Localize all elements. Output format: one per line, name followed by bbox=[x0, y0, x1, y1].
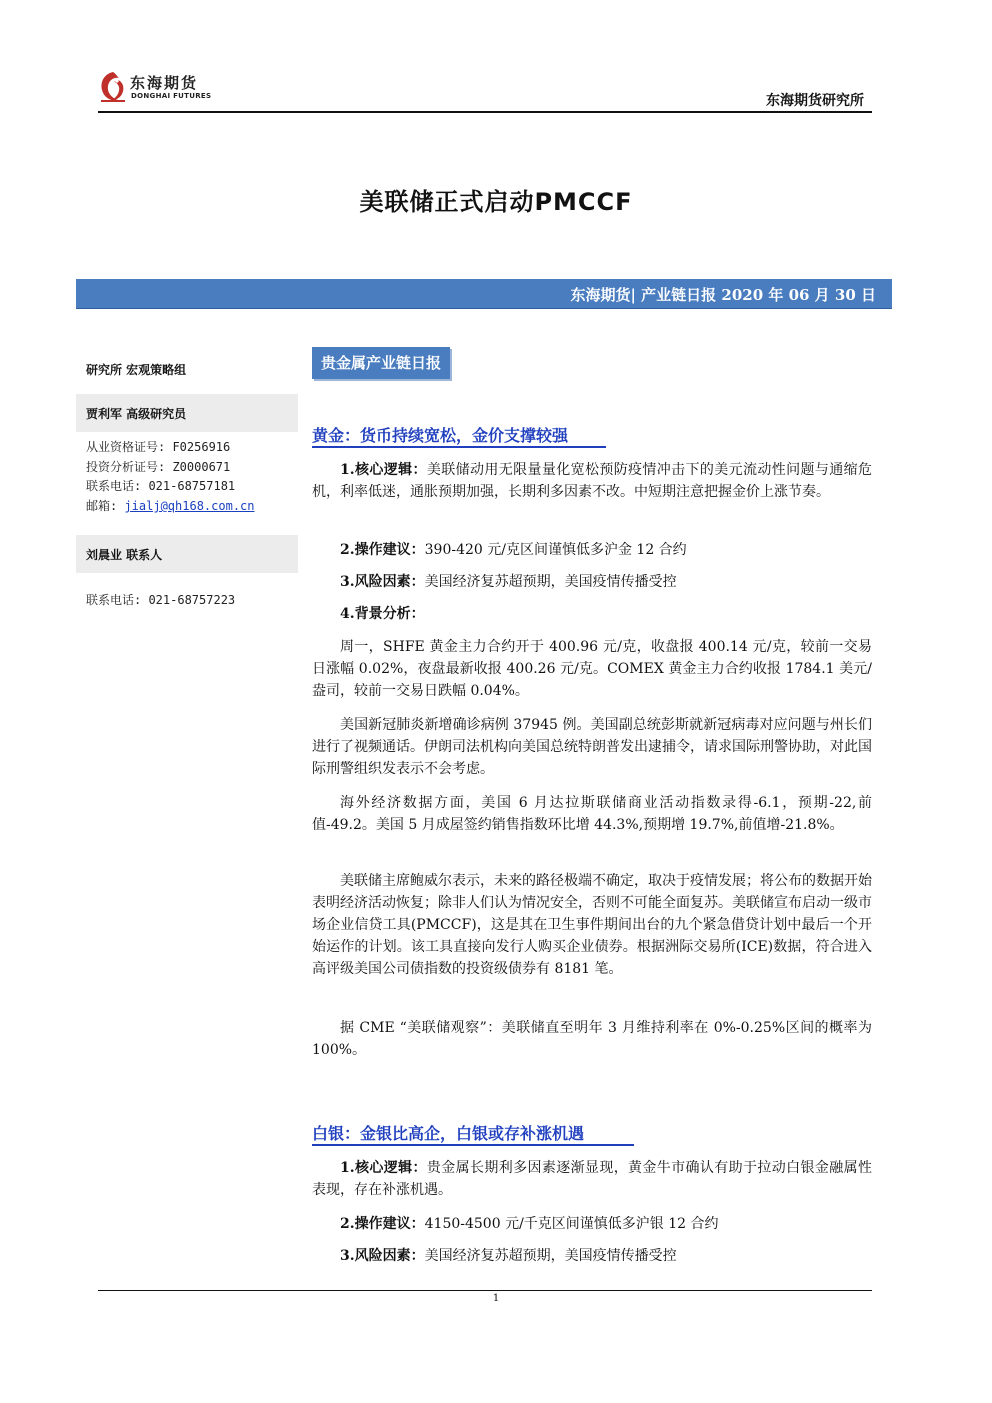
silver-core-text: 贵金属长期利多因素逐渐显现，黄金牛市确认有助于拉动白银金融属性表现，存在补涨机遇。 bbox=[312, 1160, 873, 1198]
silver-heading: 白银：金银比高企，白银或存补涨机遇 bbox=[312, 1124, 585, 1143]
sidebar-dept: 研究所 宏观策略组 bbox=[86, 363, 187, 377]
analyst2-phone: 联系电话: 021-68757223 bbox=[86, 593, 236, 607]
silver-risk bbox=[312, 1245, 872, 1267]
analyst1-email-row bbox=[86, 497, 255, 514]
logo-text-cn: 东海期货 bbox=[130, 74, 199, 92]
report-banner bbox=[76, 279, 892, 309]
header-institute-label: 东海期货研究所 bbox=[766, 93, 864, 109]
gold-heading: 黄金：货币持续宽松，金价支撑较强 bbox=[312, 426, 569, 445]
dragon-logo-icon bbox=[98, 70, 128, 104]
company-logo bbox=[98, 68, 228, 108]
gold-op-text: 390-420 元/克区间谨慎低多沪金 12 合约 bbox=[424, 542, 687, 558]
gold-risk-text: 美国经济复苏超预期，美国疫情传播受控 bbox=[424, 574, 677, 590]
logo-text-en: DONGHAI FUTURES bbox=[131, 92, 212, 100]
silver-core-label: 1.核心逻辑： bbox=[340, 1160, 427, 1176]
silver-op-text: 4150-4500 元/千克区间谨慎低多沪银 12 合约 bbox=[424, 1216, 719, 1232]
gold-para-1: 周一，SHFE 黄金主力合约开于 400.96 元/克，收盘报 400.14 元/克，较前一交易日涨幅 0.02%，夜盘最新收报 400.26 元/克。COMEX 黄金主力合约收报 1784.1 美元/盎司，较前一交易日跌幅 0.04%。 bbox=[312, 639, 872, 699]
silver-risk-text: 美国经济复苏超预期，美国疫情传播受控 bbox=[424, 1248, 677, 1264]
silver-heading-underline bbox=[312, 1144, 634, 1146]
analyst1-email-link[interactable]: jialj@qh168.com.cn bbox=[124, 499, 255, 513]
silver-op-label: 2.操作建议： bbox=[340, 1216, 425, 1232]
analyst2-header bbox=[76, 535, 298, 573]
analyst1-phone: 联系电话: 021-68757181 bbox=[86, 479, 236, 493]
gold-para-3: 海外经济数据方面，美国 6 月达拉斯联储商业活动指数录得-6.1，预期-22,前值-49.2。美国 5 月成屋签约销售指数环比增 44.3%,预期增 19.7%,前值增-21.8%。 bbox=[312, 795, 872, 833]
gold-para-2: 美国新冠肺炎新增确诊病例 37945 例。美国副总统彭斯就新冠病毒对应问题与州长们进行了视频通话。伊朗司法机构向美国总统特朗普发出逮捕令，请求国际刑警协助，对此国际刑警组织发表示不会考虑。 bbox=[312, 717, 872, 777]
analyst1-name-title: 贾利军 高级研究员 bbox=[86, 407, 187, 421]
gold-risk bbox=[312, 571, 872, 593]
section-tag: 贵金属产业链日报 bbox=[312, 347, 450, 379]
gold-core-logic bbox=[312, 459, 872, 503]
gold-background-label bbox=[312, 603, 872, 625]
silver-risk-label: 3.风险因素： bbox=[340, 1248, 425, 1264]
analyst1-email-label: 邮箱: bbox=[86, 499, 125, 513]
analyst1-invest-cert: 投资分析证号: Z0000671 bbox=[86, 460, 231, 474]
page-title: 美联储正式启动PMCCF bbox=[359, 188, 633, 216]
analyst2-name-title: 刘晨业 联系人 bbox=[86, 548, 163, 562]
silver-operation bbox=[312, 1213, 872, 1235]
footer-divider bbox=[98, 1290, 872, 1291]
analyst1-header bbox=[76, 394, 298, 432]
page-number: 1 bbox=[492, 1293, 500, 1304]
gold-core-label: 1.核心逻辑： bbox=[340, 462, 427, 478]
gold-operation bbox=[312, 539, 872, 561]
gold-risk-label: 3.风险因素： bbox=[340, 574, 425, 590]
report-banner-text: 东海期货| 产业链日报 2020 年 06 月 30 日 bbox=[570, 286, 876, 304]
header-divider bbox=[98, 111, 872, 113]
gold-para-5: 据 CME “美联储观察”：美联储直至明年 3 月维持利率在 0%-0.25%区间的概率为 100%。 bbox=[312, 1020, 872, 1058]
gold-op-label: 2.操作建议： bbox=[340, 542, 425, 558]
gold-core-text: 美联储动用无限量量化宽松预防疫情冲击下的美元流动性问题与通缩危机，利率低迷，通胀预期加强，长期利多因素不改。中短期注意把握金价上涨节奏。 bbox=[312, 462, 873, 500]
gold-para-4: 美联储主席鲍威尔表示，未来的路径极端不确定，取决于疫情发展；将公布的数据开始表明经济活动恢复；除非人们认为情况安全，否则不可能全面复苏。美联储宣布启动一级市场企业信贷工具(PMCCF)，这是其在卫生事件期间出台的九个紧急借贷计划中最后一个开始运作的计划。该工具直接向发行人购买企业债券。根据洲际交易所(ICE)数据，符合进入高评级美国公司债指数的投资级债券有 8181 笔。 bbox=[312, 873, 872, 977]
gold-bg-label: 4.背景分析： bbox=[340, 606, 425, 622]
gold-heading-underline bbox=[312, 446, 606, 448]
analyst1-cert: 从业资格证号: F0256916 bbox=[86, 440, 231, 454]
silver-core-logic bbox=[312, 1157, 872, 1201]
